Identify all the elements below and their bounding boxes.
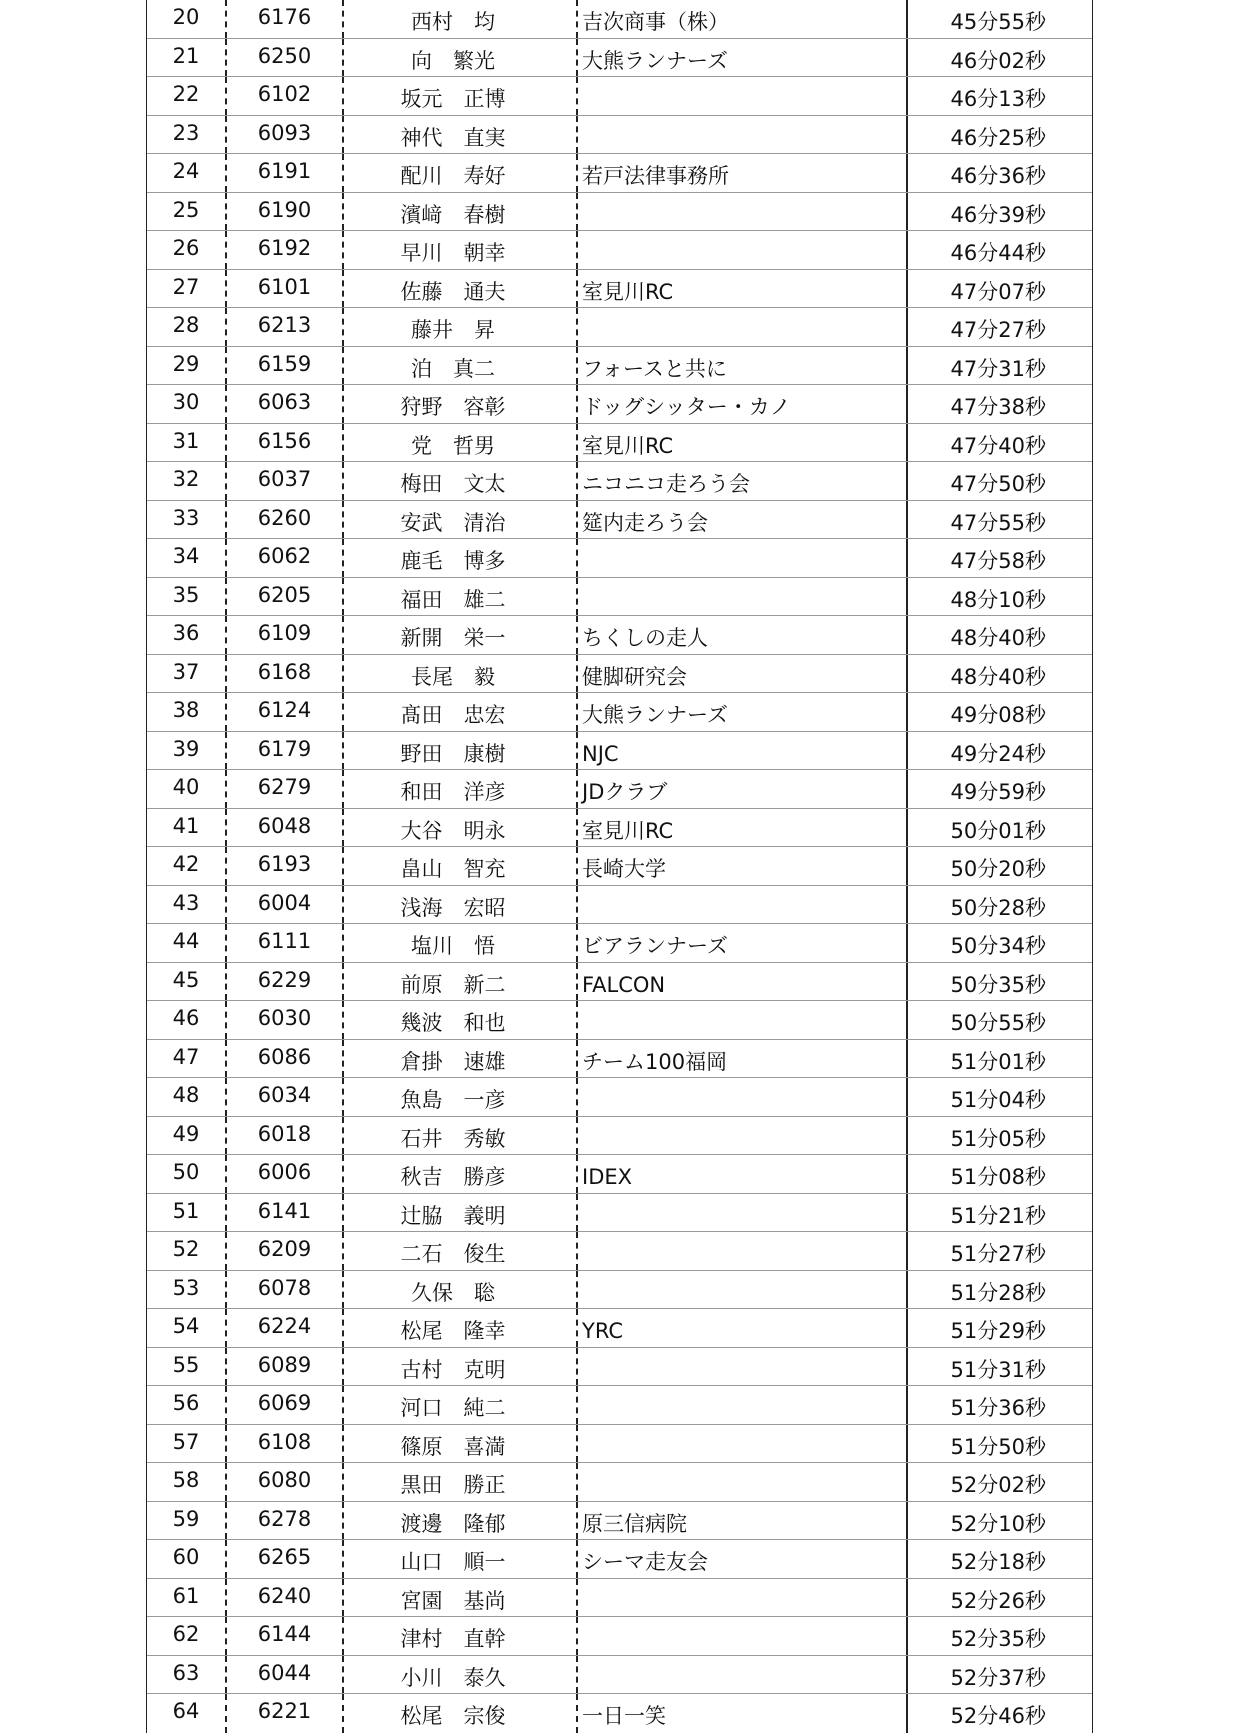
bib-number-cell: 6176 [227,0,344,38]
team-name-cell [578,1078,908,1116]
bib-number-cell: 6063 [227,385,344,423]
team-name-cell: 筵内走ろう会 [578,501,908,539]
runner-name-cell: 小川 泰久 [344,1656,578,1694]
bib-number-cell: 6048 [227,809,344,847]
finish-time-cell: 48分40秒 [950,626,1046,650]
finish-time-cell: 49分59秒 [950,780,1046,804]
rank-cell: 46 [147,1001,227,1039]
table-row [147,1309,1092,1348]
team-name-cell [578,1001,908,1039]
team-name-cell: IDEX [578,1155,908,1193]
runner-name-cell: 石井 秀敏 [344,1117,578,1155]
table-row [147,1078,1092,1117]
table-row [147,1001,1092,1040]
team-name-cell [578,1656,908,1694]
bib-number-cell: 6205 [227,578,344,616]
finish-time-cell: 51分21秒 [950,1203,1046,1228]
runner-name-cell: 松尾 宗俊 [344,1694,578,1733]
table-row [147,308,1092,347]
finish-time-cell: 50分28秒 [950,895,1046,920]
team-name-cell: 一日一笑 [578,1694,908,1733]
team-name-cell [578,1579,908,1617]
table-row [147,1425,1092,1464]
table-row [147,1386,1092,1425]
table-row [147,1155,1092,1194]
bib-number-cell: 6006 [227,1155,344,1193]
table-row [147,231,1092,270]
finish-time-cell: 50分35秒 [950,972,1046,997]
table-row [147,847,1092,886]
table-row [147,732,1092,771]
rank-cell: 57 [147,1425,227,1463]
table-row [147,770,1092,809]
runner-name-cell: 津村 直幹 [344,1617,578,1655]
runner-name-cell: 倉掛 速雄 [344,1040,578,1078]
finish-time-cell: 46分02秒 [950,48,1046,73]
runner-name-cell: 配川 寿好 [344,154,578,192]
runner-name-cell: 久保 聡 [344,1271,578,1309]
finish-time-cell: 47分50秒 [950,472,1046,496]
table-row [147,385,1092,424]
runner-name-cell: 長尾 毅 [344,655,578,693]
team-name-cell [578,77,908,115]
bib-number-cell: 6260 [227,501,344,539]
bib-number-cell: 6044 [227,1656,344,1694]
bib-number-cell: 6179 [227,732,344,770]
finish-time-cell: 46分36秒 [950,164,1046,188]
finish-time-cell: 49分08秒 [950,703,1046,727]
team-name-cell: 室見川RC [578,424,908,462]
runner-name-cell: 党 哲男 [344,424,578,462]
table-row [147,501,1092,540]
rank-cell: 32 [147,462,227,500]
table-row [147,0,1092,39]
bib-number-cell: 6034 [227,1078,344,1116]
team-name-cell [578,1463,908,1501]
rank-cell: 48 [147,1078,227,1116]
finish-time-cell: 51分28秒 [950,1280,1046,1305]
finish-time-cell: 47分07秒 [950,279,1046,304]
results-table [146,0,1093,1733]
rank-cell: 54 [147,1309,227,1347]
bib-number-cell: 6265 [227,1540,344,1578]
bib-number-cell: 6069 [227,1386,344,1424]
runner-name-cell: 山口 順一 [344,1540,578,1578]
finish-time-cell: 52分35秒 [950,1627,1046,1651]
runner-name-cell: 向 繁光 [344,39,578,77]
finish-time-cell: 51分29秒 [950,1319,1046,1343]
team-name-cell [578,1386,908,1424]
finish-time-cell: 48分40秒 [950,664,1046,689]
team-name-cell [578,193,908,231]
bib-number-cell: 6159 [227,347,344,385]
runner-name-cell: 坂元 正博 [344,77,578,115]
rank-cell: 20 [147,0,227,38]
finish-time-cell: 49分24秒 [950,741,1046,766]
bib-number-cell: 6190 [227,193,344,231]
table-row [147,1502,1092,1541]
rank-cell: 50 [147,1155,227,1193]
team-name-cell: 吉次商事（株） [578,0,908,38]
finish-time-cell: 47分38秒 [950,395,1046,419]
team-name-cell: ちくしの走人 [578,616,908,654]
bib-number-cell: 6124 [227,693,344,731]
table-row [147,270,1092,309]
finish-time-cell: 51分50秒 [950,1434,1046,1459]
rank-cell: 47 [147,1040,227,1078]
rank-cell: 24 [147,154,227,192]
table-row [147,655,1092,694]
finish-time-cell: 52分18秒 [950,1550,1046,1574]
bib-number-cell: 6004 [227,886,344,924]
runner-name-cell: 畠山 智充 [344,847,578,885]
rank-cell: 59 [147,1502,227,1540]
rank-cell: 55 [147,1348,227,1386]
finish-time-cell: 48分10秒 [950,587,1046,612]
table-row [147,1194,1092,1233]
rank-cell: 56 [147,1386,227,1424]
table-row [147,539,1092,578]
team-name-cell: 室見川RC [578,809,908,847]
rank-cell: 38 [147,693,227,731]
table-row [147,39,1092,78]
finish-time-cell: 45分55秒 [950,10,1046,34]
rank-cell: 44 [147,924,227,962]
runner-name-cell: 幾波 和也 [344,1001,578,1039]
bib-number-cell: 6279 [227,770,344,808]
team-name-cell [578,1425,908,1463]
rank-cell: 43 [147,886,227,924]
runner-name-cell: 鹿毛 博多 [344,539,578,577]
team-name-cell [578,539,908,577]
runner-name-cell: 古村 克明 [344,1348,578,1386]
table-row [147,1117,1092,1156]
finish-time-cell: 50分20秒 [950,857,1046,881]
table-row [147,886,1092,925]
table-row [147,193,1092,232]
runner-name-cell: 魚島 一彦 [344,1078,578,1116]
rank-cell: 51 [147,1194,227,1232]
rank-cell: 49 [147,1117,227,1155]
rank-cell: 52 [147,1232,227,1270]
runner-name-cell: 浅海 宏昭 [344,886,578,924]
rank-cell: 26 [147,231,227,269]
team-name-cell: 原三信病院 [578,1502,908,1540]
table-row [147,462,1092,501]
bib-number-cell: 6102 [227,77,344,115]
rank-cell: 61 [147,1579,227,1617]
bib-number-cell: 6168 [227,655,344,693]
table-row [147,578,1092,617]
runner-name-cell: 黒田 勝正 [344,1463,578,1501]
bib-number-cell: 6108 [227,1425,344,1463]
runner-name-cell: 早川 朝幸 [344,231,578,269]
runner-name-cell: 和田 洋彦 [344,770,578,808]
team-name-cell: JDクラブ [578,770,908,808]
finish-time-cell: 46分44秒 [950,241,1046,265]
team-name-cell [578,1117,908,1155]
runner-name-cell: 濱﨑 春樹 [344,193,578,231]
finish-time-cell: 46分25秒 [950,125,1046,150]
rank-cell: 29 [147,347,227,385]
runner-name-cell: 新開 栄一 [344,616,578,654]
table-row [147,154,1092,193]
table-row [147,116,1092,155]
bib-number-cell: 6111 [227,924,344,962]
finish-time-cell: 47分31秒 [950,356,1046,381]
team-name-cell: 健脚研究会 [578,655,908,693]
bib-number-cell: 6221 [227,1694,344,1733]
finish-time-cell: 47分40秒 [950,433,1046,458]
table-row [147,1656,1092,1695]
rank-cell: 53 [147,1271,227,1309]
runner-name-cell: 梅田 文太 [344,462,578,500]
finish-time-cell: 50分55秒 [950,1011,1046,1035]
bib-number-cell: 6141 [227,1194,344,1232]
finish-time-cell: 51分31秒 [950,1357,1046,1382]
team-name-cell: NJC [578,732,908,770]
team-name-cell [578,886,908,924]
rank-cell: 63 [147,1656,227,1694]
team-name-cell: 大熊ランナーズ [578,39,908,77]
table-row [147,1579,1092,1618]
table-row [147,77,1092,116]
runner-name-cell: 藤井 昇 [344,308,578,346]
table-row [147,1617,1092,1656]
team-name-cell: ビアランナーズ [578,924,908,962]
rank-cell: 33 [147,501,227,539]
rank-cell: 28 [147,308,227,346]
table-row [147,424,1092,463]
runner-name-cell: 安武 清治 [344,501,578,539]
bib-number-cell: 6080 [227,1463,344,1501]
finish-time-cell: 50分34秒 [950,934,1046,958]
table-row [147,1271,1092,1310]
runner-name-cell: 髙田 忠宏 [344,693,578,731]
runner-name-cell: 野田 康樹 [344,732,578,770]
rank-cell: 58 [147,1463,227,1501]
table-row [147,1040,1092,1079]
team-name-cell: FALCON [578,963,908,1001]
rank-cell: 37 [147,655,227,693]
finish-time-cell: 51分08秒 [950,1165,1046,1189]
finish-time-cell: 51分27秒 [950,1242,1046,1266]
finish-time-cell: 52分46秒 [950,1704,1046,1728]
runner-name-cell: 泊 真二 [344,347,578,385]
bib-number-cell: 6030 [227,1001,344,1039]
runner-name-cell: 西村 均 [344,0,578,38]
bib-number-cell: 6278 [227,1502,344,1540]
rank-cell: 27 [147,270,227,308]
bib-number-cell: 6109 [227,616,344,654]
table-row [147,809,1092,848]
rank-cell: 62 [147,1617,227,1655]
runner-name-cell: 渡邊 隆郁 [344,1502,578,1540]
rank-cell: 31 [147,424,227,462]
runner-name-cell: 神代 直実 [344,116,578,154]
table-row [147,1540,1092,1579]
rank-cell: 41 [147,809,227,847]
rank-cell: 40 [147,770,227,808]
rank-cell: 35 [147,578,227,616]
team-name-cell: ドッグシッター・カノ [578,385,908,423]
table-row [147,1463,1092,1502]
rank-cell: 42 [147,847,227,885]
finish-time-cell: 52分37秒 [950,1665,1046,1690]
finish-time-cell: 51分36秒 [950,1396,1046,1420]
table-row [147,1694,1092,1733]
table-row [147,963,1092,1002]
team-name-cell: ニコニコ走ろう会 [578,462,908,500]
finish-time-cell: 52分02秒 [950,1473,1046,1497]
rank-cell: 34 [147,539,227,577]
bib-number-cell: 6086 [227,1040,344,1078]
bib-number-cell: 6229 [227,963,344,1001]
bib-number-cell: 6089 [227,1348,344,1386]
team-name-cell [578,1617,908,1655]
team-name-cell [578,578,908,616]
bib-number-cell: 6101 [227,270,344,308]
team-name-cell [578,1232,908,1270]
team-name-cell [578,308,908,346]
rank-cell: 39 [147,732,227,770]
finish-time-cell: 47分55秒 [950,510,1046,535]
rank-cell: 30 [147,385,227,423]
bib-number-cell: 6093 [227,116,344,154]
team-name-cell: シーマ走友会 [578,1540,908,1578]
runner-name-cell: 塩川 悟 [344,924,578,962]
runner-name-cell: 宮園 基尚 [344,1579,578,1617]
runner-name-cell: 秋吉 勝彦 [344,1155,578,1193]
finish-time-cell: 51分01秒 [950,1049,1046,1074]
team-name-cell: 室見川RC [578,270,908,308]
bib-number-cell: 6156 [227,424,344,462]
rank-cell: 45 [147,963,227,1001]
rank-cell: 21 [147,39,227,77]
rank-cell: 25 [147,193,227,231]
finish-time-cell: 52分26秒 [950,1588,1046,1613]
rank-cell: 36 [147,616,227,654]
runner-name-cell: 佐藤 通夫 [344,270,578,308]
team-name-cell [578,1194,908,1232]
runner-name-cell: 大谷 明永 [344,809,578,847]
team-name-cell [578,1348,908,1386]
runner-name-cell: 狩野 容彰 [344,385,578,423]
finish-time-cell: 50分01秒 [950,818,1046,843]
rank-cell: 60 [147,1540,227,1578]
rank-cell: 23 [147,116,227,154]
team-name-cell: YRC [578,1309,908,1347]
bib-number-cell: 6144 [227,1617,344,1655]
finish-time-cell: 47分27秒 [950,318,1046,342]
team-name-cell [578,116,908,154]
bib-number-cell: 6193 [227,847,344,885]
finish-time-cell: 51分04秒 [950,1088,1046,1112]
runner-name-cell: 辻脇 義明 [344,1194,578,1232]
team-name-cell [578,1271,908,1309]
table-row [147,616,1092,655]
bib-number-cell: 6062 [227,539,344,577]
finish-time-cell: 46分13秒 [950,87,1046,111]
table-row [147,1348,1092,1387]
finish-time-cell: 51分05秒 [950,1126,1046,1151]
bib-number-cell: 6250 [227,39,344,77]
team-name-cell: 若戸法律事務所 [578,154,908,192]
table-row [147,347,1092,386]
bib-number-cell: 6192 [227,231,344,269]
table-row [147,1232,1092,1271]
rank-cell: 22 [147,77,227,115]
runner-name-cell: 篠原 喜満 [344,1425,578,1463]
runner-name-cell: 松尾 隆幸 [344,1309,578,1347]
team-name-cell [578,231,908,269]
team-name-cell: 大熊ランナーズ [578,693,908,731]
runner-name-cell: 二石 俊生 [344,1232,578,1270]
bib-number-cell: 6240 [227,1579,344,1617]
finish-time-cell: 46分39秒 [950,202,1046,227]
bib-number-cell: 6018 [227,1117,344,1155]
bib-number-cell: 6224 [227,1309,344,1347]
team-name-cell: 長崎大学 [578,847,908,885]
runner-name-cell: 河口 純二 [344,1386,578,1424]
finish-time-cell: 47分58秒 [950,549,1046,573]
table-row [147,693,1092,732]
table-row [147,924,1092,963]
bib-number-cell: 6078 [227,1271,344,1309]
finish-time-cell: 52分10秒 [950,1511,1046,1536]
rank-cell: 64 [147,1694,227,1733]
runner-name-cell: 前原 新二 [344,963,578,1001]
bib-number-cell: 6191 [227,154,344,192]
bib-number-cell: 6037 [227,462,344,500]
team-name-cell: チーム100福岡 [578,1040,908,1078]
runner-name-cell: 福田 雄二 [344,578,578,616]
bib-number-cell: 6209 [227,1232,344,1270]
team-name-cell: フォースと共に [578,347,908,385]
bib-number-cell: 6213 [227,308,344,346]
